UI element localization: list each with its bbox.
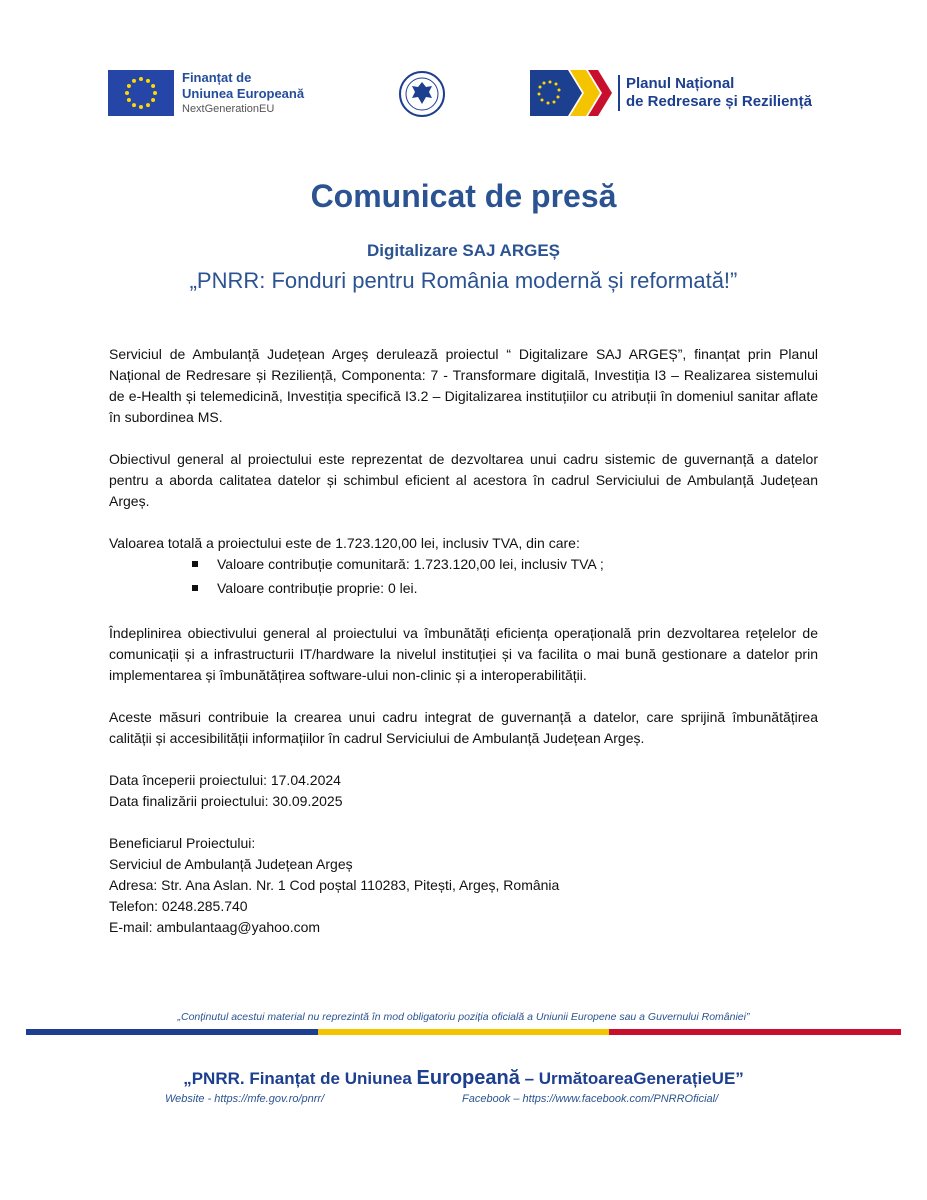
- beneficiary-phone: Telefon: 0248.285.740: [109, 898, 248, 914]
- list-item: Valoare contribuție proprie: 0 lei.: [189, 578, 818, 602]
- start-date: Data începerii proiectului: 17.04.2024: [109, 772, 341, 788]
- press-release-body: [109, 344, 818, 938]
- pnrr-logo-line1: Planul Național: [626, 75, 735, 92]
- footer-motto: [0, 1067, 927, 1090]
- eu-logo-line3: NextGenerationEU: [182, 102, 275, 115]
- page-title: Comunicat de presă: [310, 178, 617, 214]
- beneficiary-email[interactable]: E-mail: ambulantaag@yahoo.com: [109, 919, 321, 935]
- motto: „PNRR: Fonduri pentru România modernă și reformată!”: [189, 268, 738, 293]
- paragraph-intro: Serviciul de Ambulanță Județean Argeș derulează proiectul “ Digitalizare SAJ ARGEȘ”, finanțat prin Planul Național de Redresare și Reziliență, Componenta: 7 - Transformare digitală, Investiția I3 – Realizarea sistemului de e-Health și telemedicină, Investiția specifică I3.2 – Digitalizarea instituțiilor cu atribuții în domeniul sanitar aflate în subordinea MS.: [109, 346, 818, 425]
- disclaimer: „Conținutul acestui material nu reprezintă în mod obligatoriu poziția oficială a Uniunii Europene sau a Guvernului României”: [177, 1011, 750, 1023]
- footer-motto-part1: „PNRR. Finanțat de Uniunea: [183, 1069, 417, 1088]
- paragraph-measures: Aceste măsuri contribuie la crearea unui cadru integrat de guvernanță a datelor, care sprijină îmbunătățirea calității și accesibilității informațiilor în cadrul Serviciului de Ambulanță Județean Argeș.: [109, 709, 818, 746]
- project-value-intro: Valoarea totală a proiectului este de 1.723.120,00 lei, inclusiv TVA, din care:: [109, 535, 580, 551]
- paragraph-objective: Obiectivul general al proiectului este reprezentat de dezvoltarea unui cadru sistemic de guvernanță a datelor pentru a aborda calitatea datelor și schimbul eficient al acestora în cadrul Serviciului de Ambulanță Județean Argeș.: [109, 451, 818, 509]
- project-subtitle: Digitalizare SAJ ARGEȘ: [366, 241, 561, 260]
- eu-flag-icon: [108, 70, 174, 116]
- beneficiary-name: Serviciul de Ambulanță Județean Argeș: [109, 856, 353, 872]
- beneficiary-heading: Beneficiarul Proiectului:: [109, 835, 256, 851]
- footer-motto-part2: Europeană: [416, 1067, 520, 1089]
- tricolor-divider: [26, 1029, 901, 1035]
- pnrr-logo: [530, 70, 812, 116]
- pnrr-arrows-icon: [530, 70, 612, 116]
- value-breakdown-list: [189, 554, 818, 602]
- beneficiary-address: Adresa: Str. Ana Aslan. Nr. 1 Cod poștal 110283, Pitești, Argeș, România: [109, 877, 560, 893]
- paragraph-impact: Îndeplinirea obiectivului general al proiectului va îmbunătăți eficiența operațională prin dezvoltarea rețelelor de comunicații și a infrastructurii IT/hardware la nivelul instituției și va facilita o mai bună gestionare a datelor prin implementarea și îmbunătățirea software-ului non-clinic și a interoperabilității.: [109, 625, 818, 683]
- romanian-government-seal-icon: [398, 70, 446, 118]
- list-item: Valoare contribuție comunitară: 1.723.120,00 lei, inclusiv TVA ;: [189, 554, 818, 578]
- pnrr-logo-line2: de Redresare și Reziliență: [626, 93, 812, 110]
- website-link[interactable]: Website - https://mfe.gov.ro/pnrr/: [165, 1093, 325, 1105]
- eu-logo-line1: Finanțat de: [182, 70, 252, 86]
- eu-logo-line2: Uniunea Europeană: [182, 85, 305, 101]
- facebook-link[interactable]: Facebook – https://www.facebook.com/PNRROficial/: [462, 1093, 719, 1105]
- end-date: Data finalizării proiectului: 30.09.2025: [109, 793, 343, 809]
- eu-funding-logo: [108, 70, 304, 116]
- footer-motto-part3: – UrmătoareaGenerațieUE”: [519, 1069, 744, 1088]
